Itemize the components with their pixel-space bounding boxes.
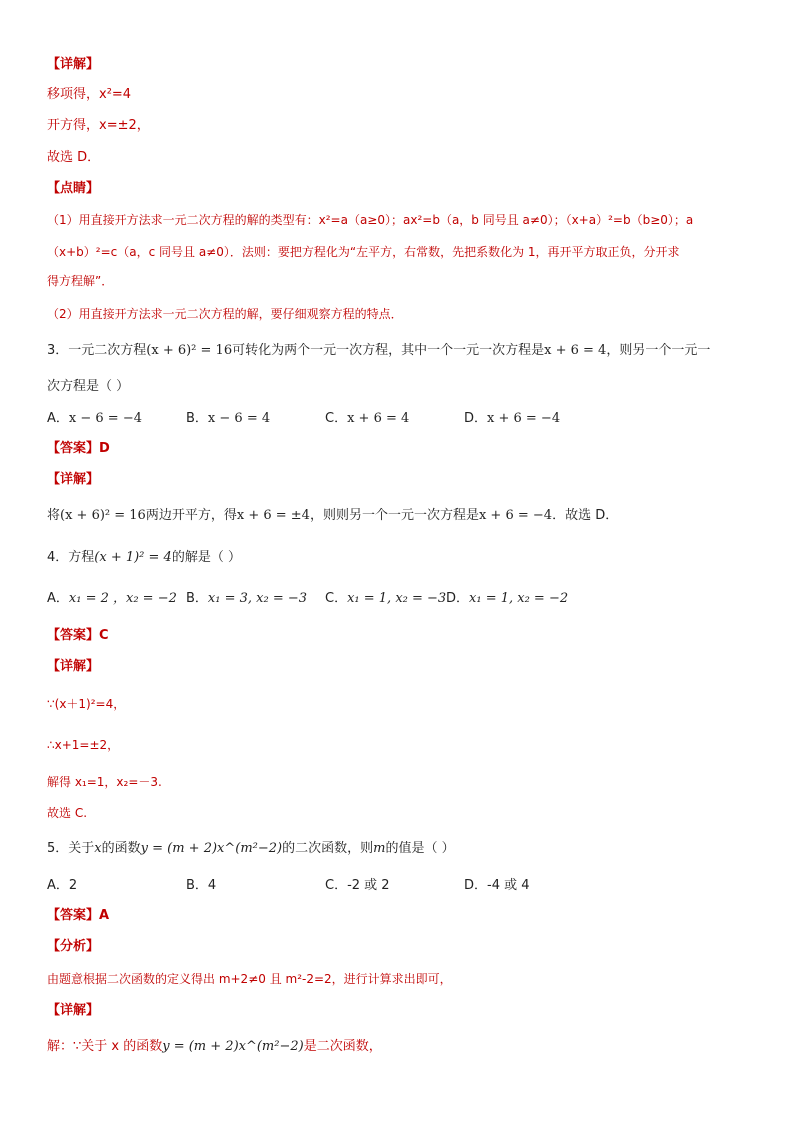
q5-solution-line: 解：∵关于 x 的函数y = (m + 2)x^(m²−2)是二次函数， (47, 1039, 382, 1054)
question-5-stem: 5．关于x的函数y = (m + 2)x^(m²−2)的二次函数，则m的值是（ ） (47, 841, 455, 856)
q5-detail-heading: 【详解】 (47, 1003, 100, 1018)
q5-option-b: B．4 (186, 878, 217, 893)
q3-stem-text-c: ，则另一个一元一 (606, 343, 711, 358)
q4-solution-line-3: 解得 x₁=1，x₂=－3. (47, 775, 162, 789)
q3-solution-equation-2: x + 6 = ±4 (236, 508, 310, 523)
q5-stem-x: x (94, 841, 102, 856)
solution-line-3: 故选 D． (47, 150, 101, 165)
q5-solution-equation: y = (m + 2)x^(m²−2) (162, 1039, 304, 1054)
point-text-2: （2）用直接开方法求一元二次方程的解，要仔细观察方程的特点． (47, 307, 403, 321)
q3-stem-equation-1: (x + 6)² = 16 (146, 343, 233, 358)
solution-line-1: 移项得，x²=4 (47, 87, 132, 102)
q3-stem-text-b: 可转化为两个一元一次方程，其中一个一元一次方程是 (232, 343, 545, 358)
q4-detail-heading: 【详解】 (47, 659, 100, 674)
q5-option-a: A．2 (47, 878, 78, 893)
point-text-1a: （1）用直接开方法求一元二次方程的解的类型有：x²=a（a≥0）；ax²=b（a，b 同号且 a≠0）；（x+a）²=b（b≥0）；a (47, 213, 694, 227)
question-3-options (0, 410, 794, 428)
detail-heading: 【详解】 (47, 57, 100, 72)
q5-answer: 【答案】A (47, 908, 110, 923)
q5-analysis-heading: 【分析】 (47, 939, 100, 954)
point-text-1c: 得方程解”． (47, 274, 114, 288)
q4-solution-line-1: ∵(x＋1)²=4， (47, 697, 126, 711)
q4-option-c: C．x₁ = 1, x₂ = −3 (325, 591, 447, 606)
q3-option-b: B．x − 6 = 4 (186, 411, 271, 426)
q5-stem-equation: y = (m + 2)x^(m²−2) (140, 841, 283, 856)
q3-solution-equation-1: (x + 6)² = 16 (60, 508, 146, 523)
q5-analysis-text: 由题意根据二次函数的定义得出 m+2≠0 且 m²-2=2，进行计算求出即可， (47, 972, 452, 986)
question-4-options (0, 590, 794, 608)
question-3-stem-cont: 次方程是（ ） (47, 379, 130, 394)
q4-option-d: D．x₁ = 1, x₂ = −2 (446, 591, 569, 606)
q5-option-d: D．-4 或 4 (464, 878, 530, 893)
q5-stem-m: m (373, 841, 386, 856)
q3-answer: 【答案】D (47, 441, 110, 456)
q4-option-a: A．x₁ = 2 ，x₂ = −2 (47, 591, 177, 606)
q5-option-c: C．-2 或 2 (325, 878, 390, 893)
q3-stem-text-a: 3．一元二次方程 (47, 343, 147, 358)
point-heading: 【点睛】 (47, 181, 100, 196)
q3-option-d: D．x + 6 = −4 (464, 411, 561, 426)
question-3-stem (47, 342, 710, 360)
solution-line-2: 开方得，x=±2， (47, 118, 150, 133)
question-4-stem: 4．方程(x + 1)² = 4的解是（ ） (47, 550, 241, 565)
q3-detail-heading: 【详解】 (47, 472, 100, 487)
q4-solution-line-4: 故选 C. (47, 806, 88, 820)
q4-option-b: B．x₁ = 3, x₂ = −3 (186, 591, 308, 606)
point-text-1b: （x+b）²=c（a，c 同号且 a≠0）．法则：要把方程化为“左平方，右常数，先把系数化为 1，再开平方取正负，分开求 (47, 245, 680, 259)
q3-solution: 将(x + 6)² = 16两边开平方，得x + 6 = ±4，则则另一个一元一次方程是x + 6 = −4．故选 D． (47, 508, 619, 523)
question-5-options (0, 877, 794, 895)
q3-stem-equation-2: x + 6 = 4 (544, 343, 607, 358)
q4-stem-equation: (x + 1)² = 4 (94, 550, 172, 565)
q4-solution-line-2: ∴x+1=±2， (47, 738, 120, 752)
q3-option-a: A．x − 6 = −4 (47, 411, 142, 426)
q3-solution-equation-3: x + 6 = −4 (478, 508, 553, 523)
q3-option-c: C．x + 6 = 4 (325, 411, 410, 426)
q4-answer: 【答案】C (47, 628, 109, 643)
